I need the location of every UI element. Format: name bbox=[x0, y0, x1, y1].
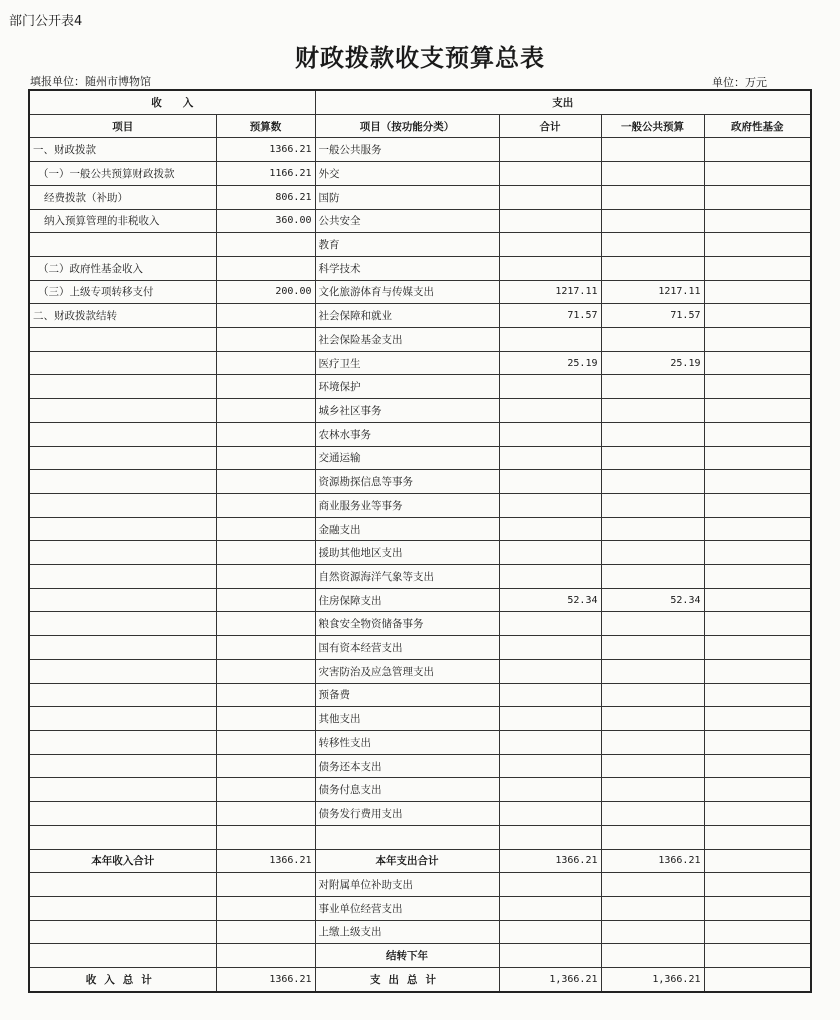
table-row bbox=[29, 541, 811, 565]
income-item-label bbox=[29, 470, 216, 494]
table-row bbox=[29, 328, 811, 352]
table-row bbox=[29, 304, 811, 328]
expense-total-value bbox=[499, 707, 601, 731]
table-row bbox=[29, 873, 811, 897]
expense-general-value: 52.34 bbox=[601, 588, 704, 612]
expense-fund-value bbox=[704, 304, 811, 328]
expense-fund-value bbox=[704, 778, 811, 802]
income-budget-value bbox=[216, 517, 315, 541]
year-income-total-value: 1366.21 bbox=[216, 849, 315, 873]
income-budget-value bbox=[216, 944, 315, 968]
col-general: 一般公共预算 bbox=[601, 114, 704, 138]
expense-total-value bbox=[499, 659, 601, 683]
table-row bbox=[29, 375, 811, 399]
expense-item-label: 债务付息支出 bbox=[315, 778, 499, 802]
table-row bbox=[29, 399, 811, 423]
table-row bbox=[29, 778, 811, 802]
income-item-label bbox=[29, 873, 216, 897]
expense-total-value bbox=[499, 565, 601, 589]
year-total-row bbox=[29, 849, 811, 873]
expense-general-value bbox=[601, 802, 704, 826]
expense-item-label: 住房保障支出 bbox=[315, 588, 499, 612]
table-row bbox=[29, 493, 811, 517]
table-row bbox=[29, 162, 811, 186]
expense-fund-value bbox=[704, 351, 811, 375]
expense-total-value bbox=[499, 185, 601, 209]
expense-item-label: 对附属单位补助支出 bbox=[315, 873, 499, 897]
expense-general-value bbox=[601, 256, 704, 280]
year-expense-fund-value bbox=[704, 849, 811, 873]
expense-fund-value bbox=[704, 162, 811, 186]
expense-total-value: 25.19 bbox=[499, 351, 601, 375]
income-budget-value bbox=[216, 470, 315, 494]
expense-fund-value bbox=[704, 399, 811, 423]
income-item-label bbox=[29, 825, 216, 849]
income-item-label bbox=[29, 920, 216, 944]
carryover-row bbox=[29, 944, 811, 968]
income-item-label bbox=[29, 351, 216, 375]
table-row bbox=[29, 683, 811, 707]
income-item-label: 纳入预算管理的非税收入 bbox=[29, 209, 216, 233]
expense-general-value bbox=[601, 730, 704, 754]
income-budget-value bbox=[216, 612, 315, 636]
expense-fund-value bbox=[704, 256, 811, 280]
year-income-total-label: 本年收入合计 bbox=[29, 849, 216, 873]
expense-fund-value bbox=[704, 446, 811, 470]
expense-fund-value bbox=[704, 636, 811, 660]
income-item-label bbox=[29, 588, 216, 612]
expense-general-value: 25.19 bbox=[601, 351, 704, 375]
income-budget-value bbox=[216, 351, 315, 375]
expense-item-label: 环境保护 bbox=[315, 375, 499, 399]
income-budget-value bbox=[216, 375, 315, 399]
expense-item-label: 事业单位经营支出 bbox=[315, 896, 499, 920]
expense-general-value bbox=[601, 233, 704, 257]
expense-general-value bbox=[601, 683, 704, 707]
expense-item-label: 金融支出 bbox=[315, 517, 499, 541]
income-item-label bbox=[29, 659, 216, 683]
expense-general-value bbox=[601, 659, 704, 683]
income-item-label bbox=[29, 612, 216, 636]
table-row bbox=[29, 446, 811, 470]
expense-general-value: 1217.11 bbox=[601, 280, 704, 304]
expense-general-value bbox=[601, 138, 704, 162]
income-budget-value bbox=[216, 399, 315, 423]
expense-item-label: 资源勘探信息等事务 bbox=[315, 470, 499, 494]
table-row bbox=[29, 659, 811, 683]
expense-item-label: 债务还本支出 bbox=[315, 754, 499, 778]
table-row bbox=[29, 185, 811, 209]
income-item-label bbox=[29, 541, 216, 565]
income-budget-value bbox=[216, 422, 315, 446]
table-row bbox=[29, 754, 811, 778]
expense-item-label: 医疗卫生 bbox=[315, 351, 499, 375]
table-row bbox=[29, 565, 811, 589]
expense-fund-value bbox=[704, 233, 811, 257]
expense-fund-value bbox=[704, 659, 811, 683]
expense-fund-value bbox=[704, 565, 811, 589]
expense-fund-value bbox=[704, 754, 811, 778]
expense-fund-value bbox=[704, 541, 811, 565]
expense-total-value bbox=[499, 802, 601, 826]
expense-general-value bbox=[601, 612, 704, 636]
expense-general-value bbox=[601, 422, 704, 446]
table-row bbox=[29, 233, 811, 257]
expense-general-value bbox=[601, 754, 704, 778]
page-title: 财政拨款收支预算总表 bbox=[295, 43, 545, 72]
income-item-label: 经费拨款（补助） bbox=[29, 185, 216, 209]
income-budget-value: 360.00 bbox=[216, 209, 315, 233]
expense-item-label: 交通运输 bbox=[315, 446, 499, 470]
expense-item-label: 社会保障和就业 bbox=[315, 304, 499, 328]
income-item-label bbox=[29, 493, 216, 517]
expense-item-label: 文化旅游体育与传媒支出 bbox=[315, 280, 499, 304]
expense-fund-value bbox=[704, 328, 811, 352]
expense-fund-value bbox=[704, 802, 811, 826]
expense-item-label: 国有资本经营支出 bbox=[315, 636, 499, 660]
expense-total-value bbox=[499, 328, 601, 352]
expense-fund-value bbox=[704, 944, 811, 968]
expense-general-value bbox=[601, 541, 704, 565]
expense-total-value bbox=[499, 612, 601, 636]
income-budget-value bbox=[216, 754, 315, 778]
income-budget-value bbox=[216, 873, 315, 897]
expense-header: 支出 bbox=[315, 90, 811, 114]
expense-general-value bbox=[601, 162, 704, 186]
expense-general-value bbox=[601, 873, 704, 897]
income-budget-value bbox=[216, 304, 315, 328]
table-row bbox=[29, 256, 811, 280]
expense-fund-value bbox=[704, 825, 811, 849]
expense-total-value bbox=[499, 162, 601, 186]
expense-fund-value bbox=[704, 612, 811, 636]
expense-total-value: 1217.11 bbox=[499, 280, 601, 304]
income-item-label: （二）政府性基金收入 bbox=[29, 256, 216, 280]
table-row bbox=[29, 280, 811, 304]
table-row bbox=[29, 730, 811, 754]
table-row bbox=[29, 802, 811, 826]
income-budget-value bbox=[216, 328, 315, 352]
expense-total-value bbox=[499, 730, 601, 754]
expense-total-value bbox=[499, 446, 601, 470]
income-budget-value bbox=[216, 920, 315, 944]
col-item: 项目 bbox=[29, 114, 216, 138]
expense-item-label: 粮食安全物资储备事务 bbox=[315, 612, 499, 636]
expense-fund-value bbox=[704, 375, 811, 399]
income-budget-value bbox=[216, 541, 315, 565]
expense-general-value bbox=[601, 896, 704, 920]
income-item-label bbox=[29, 233, 216, 257]
expense-fund-value bbox=[704, 873, 811, 897]
expense-general-value bbox=[601, 565, 704, 589]
expense-fund-value bbox=[704, 896, 811, 920]
grand-expense-fund-value bbox=[704, 968, 811, 992]
expense-total-value bbox=[499, 375, 601, 399]
expense-fund-value bbox=[704, 470, 811, 494]
expense-item-label: 社会保险基金支出 bbox=[315, 328, 499, 352]
col-gov-fund: 政府性基金 bbox=[704, 114, 811, 138]
income-budget-value: 200.00 bbox=[216, 280, 315, 304]
income-budget-value bbox=[216, 588, 315, 612]
expense-general-value bbox=[601, 825, 704, 849]
expense-item-label: 城乡社区事务 bbox=[315, 399, 499, 423]
expense-total-value bbox=[499, 517, 601, 541]
expense-fund-value bbox=[704, 730, 811, 754]
income-budget-value bbox=[216, 778, 315, 802]
column-header-row bbox=[29, 114, 811, 138]
section-header-row bbox=[29, 90, 811, 114]
income-item-label bbox=[29, 328, 216, 352]
expense-total-value: 52.34 bbox=[499, 588, 601, 612]
income-budget-value bbox=[216, 707, 315, 731]
grand-expense-total-label: 支出总计 bbox=[315, 968, 499, 992]
table-row bbox=[29, 825, 811, 849]
expense-total-value bbox=[499, 138, 601, 162]
income-budget-value bbox=[216, 256, 315, 280]
table-row bbox=[29, 636, 811, 660]
expense-general-value bbox=[601, 470, 704, 494]
income-header: 收 入 bbox=[29, 90, 315, 114]
income-item-label bbox=[29, 446, 216, 470]
expense-general-value bbox=[601, 446, 704, 470]
expense-total-value bbox=[499, 778, 601, 802]
expense-total-value bbox=[499, 825, 601, 849]
expense-general-value bbox=[601, 778, 704, 802]
expense-item-label: 商业服务业等事务 bbox=[315, 493, 499, 517]
expense-total-value bbox=[499, 470, 601, 494]
expense-total-value bbox=[499, 541, 601, 565]
income-budget-value bbox=[216, 802, 315, 826]
income-budget-value bbox=[216, 683, 315, 707]
income-item-label bbox=[29, 730, 216, 754]
income-item-label bbox=[29, 683, 216, 707]
expense-general-value bbox=[601, 920, 704, 944]
expense-item-label: 公共安全 bbox=[315, 209, 499, 233]
table-row bbox=[29, 209, 811, 233]
carryover-label: 结转下年 bbox=[315, 944, 499, 968]
expense-fund-value bbox=[704, 707, 811, 731]
expense-fund-value bbox=[704, 588, 811, 612]
col-func-item: 项目（按功能分类） bbox=[315, 114, 499, 138]
expense-general-value bbox=[601, 944, 704, 968]
expense-item-label: 教育 bbox=[315, 233, 499, 257]
expense-total-value bbox=[499, 493, 601, 517]
table-row bbox=[29, 517, 811, 541]
income-item-label: 一、财政拨款 bbox=[29, 138, 216, 162]
table-row bbox=[29, 612, 811, 636]
income-item-label bbox=[29, 517, 216, 541]
income-budget-value bbox=[216, 896, 315, 920]
expense-total-value bbox=[499, 873, 601, 897]
income-budget-value bbox=[216, 636, 315, 660]
expense-total-value bbox=[499, 896, 601, 920]
income-budget-value: 1166.21 bbox=[216, 162, 315, 186]
expense-general-value bbox=[601, 493, 704, 517]
expense-total-value bbox=[499, 683, 601, 707]
table-row bbox=[29, 138, 811, 162]
table-row bbox=[29, 920, 811, 944]
income-budget-value bbox=[216, 659, 315, 683]
income-item-label bbox=[29, 896, 216, 920]
expense-fund-value bbox=[704, 138, 811, 162]
table-row bbox=[29, 422, 811, 446]
expense-total-value bbox=[499, 256, 601, 280]
income-budget-value bbox=[216, 730, 315, 754]
income-item-label bbox=[29, 422, 216, 446]
expense-total-value: 71.57 bbox=[499, 304, 601, 328]
expense-item-label: 科学技术 bbox=[315, 256, 499, 280]
expense-item-label: 灾害防治及应急管理支出 bbox=[315, 659, 499, 683]
income-budget-value: 806.21 bbox=[216, 185, 315, 209]
table-row bbox=[29, 351, 811, 375]
income-item-label: （三）上级专项转移支付 bbox=[29, 280, 216, 304]
expense-fund-value bbox=[704, 683, 811, 707]
expense-general-value bbox=[601, 399, 704, 423]
income-item-label bbox=[29, 778, 216, 802]
expense-item-label: 债务发行费用支出 bbox=[315, 802, 499, 826]
expense-total-value bbox=[499, 944, 601, 968]
expense-item-label: 农林水事务 bbox=[315, 422, 499, 446]
grand-expense-general-value: 1,366.21 bbox=[601, 968, 704, 992]
table-row bbox=[29, 588, 811, 612]
income-item-label bbox=[29, 399, 216, 423]
year-expense-total-value: 1366.21 bbox=[499, 849, 601, 873]
expense-item-label: 国防 bbox=[315, 185, 499, 209]
expense-general-value bbox=[601, 707, 704, 731]
income-budget-value bbox=[216, 825, 315, 849]
expense-general-value bbox=[601, 185, 704, 209]
grand-income-total-value: 1366.21 bbox=[216, 968, 315, 992]
expense-fund-value bbox=[704, 209, 811, 233]
income-budget-value bbox=[216, 446, 315, 470]
grand-income-total-label: 收入总计 bbox=[29, 968, 216, 992]
expense-fund-value bbox=[704, 185, 811, 209]
year-expense-total-label: 本年支出合计 bbox=[315, 849, 499, 873]
expense-fund-value bbox=[704, 920, 811, 944]
expense-general-value bbox=[601, 328, 704, 352]
expense-total-value bbox=[499, 233, 601, 257]
expense-item-label: 援助其他地区支出 bbox=[315, 541, 499, 565]
expense-item-label bbox=[315, 825, 499, 849]
expense-item-label: 一般公共服务 bbox=[315, 138, 499, 162]
expense-general-value bbox=[601, 209, 704, 233]
expense-total-value bbox=[499, 636, 601, 660]
expense-item-label: 预备费 bbox=[315, 683, 499, 707]
income-item-label bbox=[29, 636, 216, 660]
expense-general-value bbox=[601, 517, 704, 541]
expense-total-value bbox=[499, 422, 601, 446]
budget-table bbox=[28, 89, 812, 993]
expense-fund-value bbox=[704, 280, 811, 304]
form-number: 部门公开表4 bbox=[9, 14, 83, 29]
income-budget-value: 1366.21 bbox=[216, 138, 315, 162]
income-budget-value bbox=[216, 233, 315, 257]
expense-general-value bbox=[601, 375, 704, 399]
currency-unit: 单位：万元 bbox=[712, 76, 767, 89]
table-row bbox=[29, 896, 811, 920]
expense-item-label: 转移性支出 bbox=[315, 730, 499, 754]
income-budget-value bbox=[216, 565, 315, 589]
col-total: 合计 bbox=[499, 114, 601, 138]
income-item-label bbox=[29, 754, 216, 778]
income-item-label: （一）一般公共预算财政拨款 bbox=[29, 162, 216, 186]
expense-fund-value bbox=[704, 517, 811, 541]
grand-total-row bbox=[29, 968, 811, 992]
expense-total-value bbox=[499, 920, 601, 944]
expense-item-label: 上缴上级支出 bbox=[315, 920, 499, 944]
expense-total-value bbox=[499, 399, 601, 423]
table-row bbox=[29, 470, 811, 494]
income-item-label bbox=[29, 375, 216, 399]
income-item-label: 二、财政拨款结转 bbox=[29, 304, 216, 328]
year-expense-general-value: 1366.21 bbox=[601, 849, 704, 873]
table-row bbox=[29, 707, 811, 731]
grand-expense-total-value: 1,366.21 bbox=[499, 968, 601, 992]
expense-total-value bbox=[499, 754, 601, 778]
income-item-label bbox=[29, 565, 216, 589]
expense-total-value bbox=[499, 209, 601, 233]
expense-fund-value bbox=[704, 422, 811, 446]
income-item-label bbox=[29, 944, 216, 968]
expense-general-value bbox=[601, 636, 704, 660]
income-budget-value bbox=[216, 493, 315, 517]
expense-general-value: 71.57 bbox=[601, 304, 704, 328]
expense-item-label: 自然资源海洋气象等支出 bbox=[315, 565, 499, 589]
income-item-label bbox=[29, 802, 216, 826]
expense-fund-value bbox=[704, 493, 811, 517]
income-item-label bbox=[29, 707, 216, 731]
filling-unit: 填报单位：随州市博物馆 bbox=[30, 75, 151, 88]
col-budget: 预算数 bbox=[216, 114, 315, 138]
expense-item-label: 其他支出 bbox=[315, 707, 499, 731]
expense-item-label: 外交 bbox=[315, 162, 499, 186]
